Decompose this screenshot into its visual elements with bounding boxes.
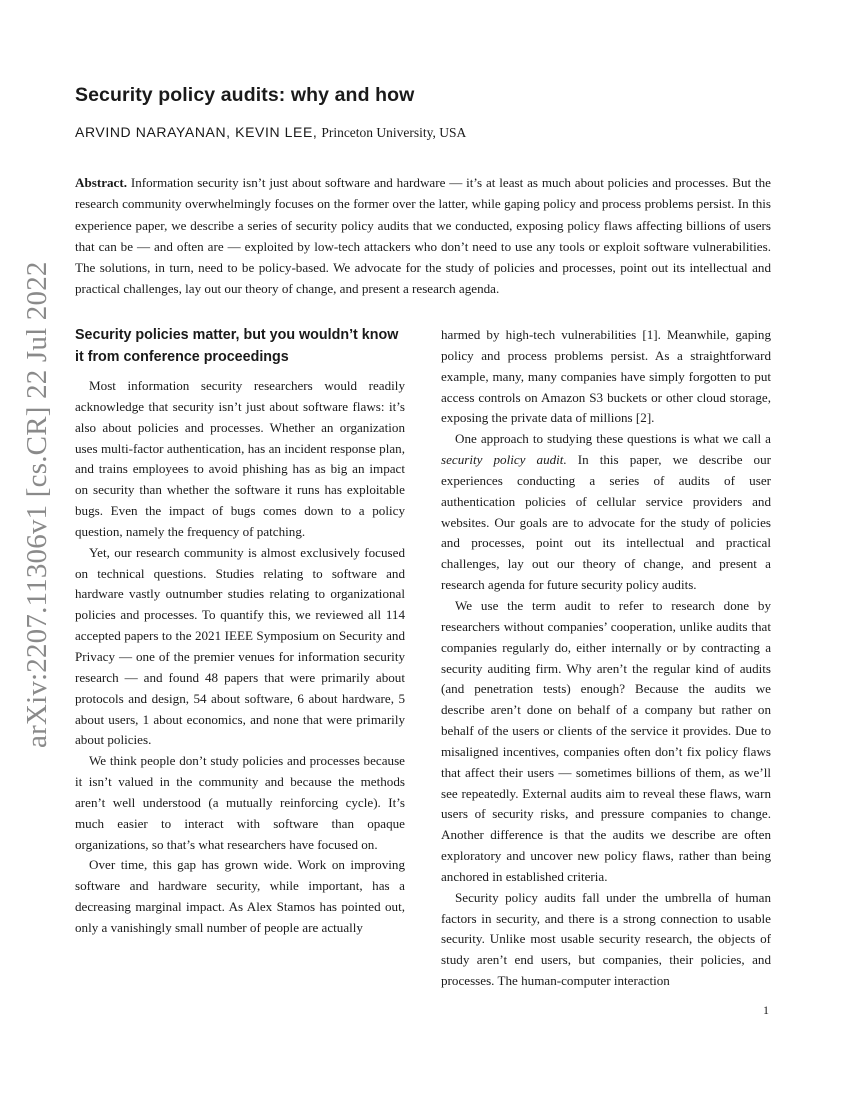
emphasized-term: security policy audit. <box>441 452 567 468</box>
author-names: ARVIND NARAYANAN, KEVIN LEE, <box>75 124 318 140</box>
body-paragraph: Most information security researchers would readily acknowledge that security isn’t just about software flaws: it’s also about policies and processes. Whether an organization uses multi-factor authentication, has an incident response plan, and trains employees to avoid phishing has as big an impact on security than whether the software it runs has exploitable bugs. Even the impact of bugs comes down to a policy question, namely the frequency of patching. <box>75 378 405 539</box>
body-paragraph: We use the term audit to refer to research done by researchers without companies’ cooperation, unlike audits that companies regularly do, either internally or by contracting a security auditing firm. Why aren’t the regular kind of audits (and penetration tests) enough? Because the audits we describe aren’t done on behalf of a company but rather on behalf of the users or clients of the service it provides. Due to misaligned incentives, companies often don’t fix policy flaws that affect their users — sometimes billions of them, as we’ll see repeatedly. External audits aim to reveal these flaws, warn users of security risks, and pressure companies to change. Another difference is that the audits we describe are often exploratory and uncover new policy flaws, rather than being anchored in established criteria. <box>441 597 771 884</box>
paragraph-text: One approach to studying these questions is what we call a <box>455 431 771 447</box>
paper-title: Security policy audits: why and how <box>75 84 415 106</box>
author-line <box>75 124 466 141</box>
section-heading: Security policies matter, but you wouldn’t know it from conference proceedings <box>75 327 399 365</box>
paragraph-text: In this paper, we describe our experiences conducting a series of audits of user authentication policies of cellular service providers and websites. Our goals are to advocate for the study of policies and processes, point out its intellectual and practical challenges, lay out our theory of change, and present a research agenda for future security policy audits. <box>441 452 771 593</box>
page-number: 1 <box>763 1003 769 1017</box>
body-paragraph: Yet, our research community is almost exclusively focused on technical questions. Studies relating to software and hardware vastly outnumber studies relating to organizational policies and processes. To quantify this, we reviewed all 114 accepted papers to the 2021 IEEE Symposium on Security and Privacy — one of the premier venues for information security research — and found 48 papers that were primarily about protocols and design, 54 about software, 6 about hardware, 5 about users, 1 about economics, and none that were primarily about policies. <box>75 544 405 748</box>
abstract-text: Information security isn’t just about software and hardware — it’s at least as much about policies and processes. But the research community overwhelmingly focuses on the former over the latter, while gaping policy and process problems persist. In this experience paper, we describe a series of security policy audits that we conducted, exposing policy flaws affecting billions of users that can be — and often are — exploited by low-tech attackers who don’t need to use any tools or exploit software vulnerabilities. The solutions, in turn, need to be policy-based. We advocate for the study of policies and processes, point out its intellectual and practical challenges, lay out our theory of change, and present a research agenda. <box>75 175 771 297</box>
body-paragraph: Over time, this gap has grown wide. Work on improving software and hardware security, while important, has a decreasing marginal impact. As Alex Stamos has pointed out, only a vanishingly small number of people are actually <box>75 857 405 935</box>
left-column <box>75 325 405 939</box>
author-affiliation: Princeton University, USA <box>321 125 467 140</box>
body-paragraph <box>441 429 771 596</box>
body-paragraph: Security policy audits fall under the umbrella of human factors in security, and there is a strong connection to usable security. Unlike most usable security research, the objects of study aren’t end users, but companies, their policies, and processes. The human-computer interaction <box>441 889 771 989</box>
abstract-label: Abstract. <box>75 175 127 190</box>
body-paragraph: We think people don’t study policies and processes because it isn’t valued in the community and because the methods aren’t well understood (a mutually reinforcing cycle). It’s much easier to interact with software than opaque organizations, so that’s what researchers have focused on. <box>75 753 405 852</box>
right-column <box>441 325 771 992</box>
abstract <box>75 172 771 300</box>
arxiv-identifier-stamp: arXiv:2207.11306v1 [cs.CR] 22 Jul 2022 <box>21 261 53 748</box>
body-paragraph-continued: harmed by high-tech vulnerabilities [1]. Meanwhile, gaping policy and process problems persist. As a straightforward example, many, many companies have simply forgotten to put access controls on Amazon S3 buckets or other cloud storage, exposing the private data of millions [2]. <box>441 327 771 426</box>
